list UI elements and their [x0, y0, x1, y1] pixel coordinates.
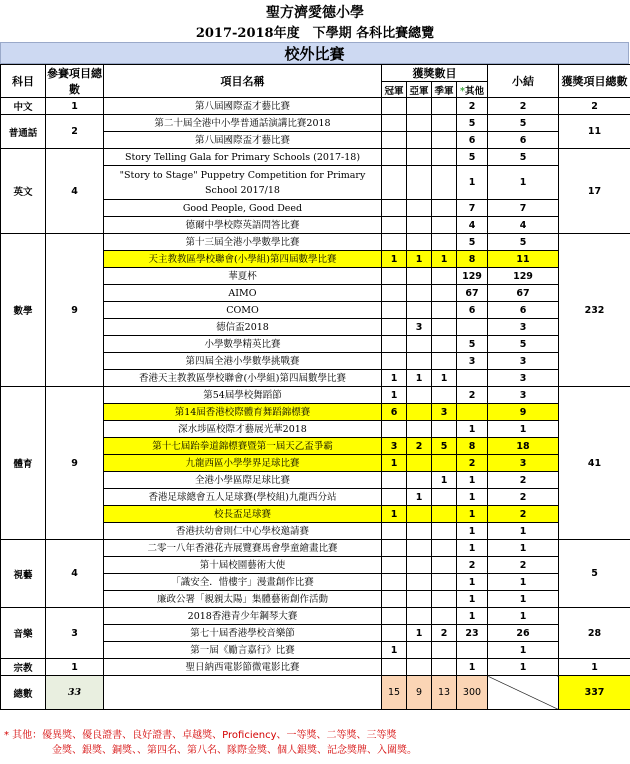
totals-champion: 15: [382, 676, 407, 710]
second-runner-cell: [432, 387, 457, 404]
subtotal-cell: 3: [488, 319, 559, 336]
col-second-runner: 季軍: [432, 82, 457, 98]
other-cell: 2: [457, 455, 488, 472]
entries-cell: 9: [46, 387, 104, 540]
school-title: 聖方濟愛德小學: [266, 5, 364, 21]
subtotal-cell: 5: [488, 336, 559, 353]
subtotal-cell: 9: [488, 404, 559, 421]
item-name-cell: "Story to Stage" Puppetry Competition for Primary School 2017/18: [104, 166, 382, 200]
totals-row: [1, 676, 630, 710]
first-runner-cell: [407, 132, 432, 149]
first-runner-cell: [407, 557, 432, 574]
first-runner-cell: 2: [407, 438, 432, 455]
item-name-cell: 2018香港青少年鋼琴大賽: [104, 608, 382, 625]
first-runner-cell: [407, 217, 432, 234]
award-total-cell: 11: [559, 115, 630, 149]
other-cell: 5: [457, 115, 488, 132]
item-name-cell: 廉政公署「親親太陽」集體藝術創作活動: [104, 591, 382, 608]
table-body: [1, 98, 630, 676]
other-cell: 4: [457, 217, 488, 234]
first-runner-cell: [407, 353, 432, 370]
term-title: 2017-2018年度 下學期 各科比賽總覽: [195, 26, 435, 41]
first-runner-cell: [407, 574, 432, 591]
second-runner-cell: [432, 115, 457, 132]
item-name-cell: COMO: [104, 302, 382, 319]
footnote-line2: 金獎、銀獎、銅獎、、第四名、第八名、隊際金獎、個人銀獎、記念獎牌、入圍獎。: [52, 745, 417, 756]
col-subject: 科目: [1, 65, 46, 98]
champion-cell: 6: [382, 404, 407, 421]
col-champion: 冠軍: [382, 82, 407, 98]
award-total-cell: 232: [559, 234, 630, 387]
item-name-cell: 香港扶幼會則仁中心學校邀請賽: [104, 523, 382, 540]
totals-award-total: 337: [559, 676, 630, 710]
item-name-cell: AIMO: [104, 285, 382, 302]
other-cell: 1: [457, 659, 488, 676]
table-row: [1, 608, 630, 625]
item-name-cell: Story Telling Gala for Primary Schools (2017-18): [104, 149, 382, 166]
col-entries: 參賽項目總數: [46, 65, 104, 98]
subtotal-cell: 67: [488, 285, 559, 302]
first-runner-cell: [407, 540, 432, 557]
first-runner-cell: [407, 200, 432, 217]
totals-first-runner: 9: [407, 676, 432, 710]
other-cell: 1: [457, 591, 488, 608]
first-runner-cell: [407, 166, 432, 200]
table-row: [1, 659, 630, 676]
subtotal-cell: 11: [488, 251, 559, 268]
award-total-cell: 2: [559, 98, 630, 115]
other-cell: [457, 642, 488, 659]
other-cell: 6: [457, 302, 488, 319]
totals-label: 總數: [1, 676, 46, 710]
first-runner-cell: [407, 285, 432, 302]
first-runner-cell: [407, 115, 432, 132]
item-name-cell: 第十屆校園藝術大使: [104, 557, 382, 574]
footnote-line1: * 其他：優異獎、優良證書、良好證書、卓越獎、Proficiency、一等獎、二等獎、三等獎: [4, 730, 397, 741]
champion-cell: [382, 557, 407, 574]
first-runner-cell: [407, 608, 432, 625]
first-runner-cell: [407, 659, 432, 676]
second-runner-cell: [432, 489, 457, 506]
award-total-cell: 5: [559, 540, 630, 608]
second-runner-cell: [432, 421, 457, 438]
table-row: [1, 149, 630, 166]
champion-cell: [382, 336, 407, 353]
subtotal-cell: 3: [488, 370, 559, 387]
item-name-cell: 二零一八年香港花卉展覽賽馬會學童繪畫比賽: [104, 540, 382, 557]
other-cell: 1: [457, 608, 488, 625]
first-runner-cell: 1: [407, 251, 432, 268]
champion-cell: [382, 234, 407, 251]
item-name-cell: 聖日納西電影節微電影比賽: [104, 659, 382, 676]
other-cell: 2: [457, 98, 488, 115]
second-runner-cell: [432, 234, 457, 251]
subtotal-cell: 129: [488, 268, 559, 285]
first-runner-cell: [407, 642, 432, 659]
totals-subtotal-diagonal: [488, 676, 559, 710]
subtotal-cell: 26: [488, 625, 559, 642]
champion-cell: [382, 523, 407, 540]
entries-cell: 4: [46, 540, 104, 608]
champion-cell: [382, 574, 407, 591]
table-row: [1, 98, 630, 115]
second-runner-cell: [432, 353, 457, 370]
subject-cell: 宗教: [1, 659, 46, 676]
subtotal-cell: 2: [488, 557, 559, 574]
totals-blank: [104, 676, 382, 710]
champion-cell: [382, 472, 407, 489]
second-runner-cell: 5: [432, 438, 457, 455]
second-runner-cell: [432, 557, 457, 574]
item-name-cell: 第14屆香港校際體育舞蹈錦標賽: [104, 404, 382, 421]
col-item: 項目名稱: [104, 65, 382, 98]
champion-cell: 1: [382, 506, 407, 523]
first-runner-cell: [407, 404, 432, 421]
entries-cell: 9: [46, 234, 104, 387]
first-runner-cell: [407, 455, 432, 472]
entries-cell: 2: [46, 115, 104, 149]
subtotal-cell: 1: [488, 574, 559, 591]
champion-cell: [382, 200, 407, 217]
col-awards-group: 獲獎數目: [382, 65, 488, 82]
totals-entries: 33: [46, 676, 104, 710]
other-cell: 5: [457, 234, 488, 251]
champion-cell: [382, 149, 407, 166]
second-runner-cell: 1: [432, 251, 457, 268]
item-name-cell: 全港小學區際足球比賽: [104, 472, 382, 489]
first-runner-cell: [407, 234, 432, 251]
item-name-cell: 香港天主教教區學校聯會(小學組)第四屆數學比賽: [104, 370, 382, 387]
second-runner-cell: [432, 149, 457, 166]
subtotal-cell: 3: [488, 353, 559, 370]
champion-cell: 1: [382, 251, 407, 268]
second-runner-cell: 1: [432, 472, 457, 489]
second-runner-cell: 2: [432, 625, 457, 642]
col-subtotal: 小結: [488, 65, 559, 98]
item-name-cell: 德爾中學校際英語問答比賽: [104, 217, 382, 234]
other-cell: 2: [457, 387, 488, 404]
other-cell: [457, 370, 488, 387]
subtotal-cell: 1: [488, 523, 559, 540]
subtotal-cell: 2: [488, 489, 559, 506]
other-cell: 2: [457, 557, 488, 574]
subtotal-cell: 5: [488, 149, 559, 166]
item-name-cell: 九龍西區小學學界足球比賽: [104, 455, 382, 472]
subtotal-cell: 1: [488, 421, 559, 438]
item-name-cell: 校長盃足球賽: [104, 506, 382, 523]
section-title: 校外比賽: [0, 42, 629, 64]
champion-cell: [382, 608, 407, 625]
item-name-cell: 第十七屆跆拳道錦標賽暨第一屆天乙盃爭霸: [104, 438, 382, 455]
other-cell: 1: [457, 523, 488, 540]
second-runner-cell: [432, 302, 457, 319]
subtotal-cell: 2: [488, 98, 559, 115]
subtotal-cell: 1: [488, 540, 559, 557]
item-name-cell: 第七十屆香港學校音樂節: [104, 625, 382, 642]
champion-cell: [382, 166, 407, 200]
subtotal-cell: 7: [488, 200, 559, 217]
first-runner-cell: [407, 591, 432, 608]
item-name-cell: 第一屆《勵言嘉行》比賽: [104, 642, 382, 659]
other-cell: 7: [457, 200, 488, 217]
footnote: [4, 728, 624, 758]
second-runner-cell: [432, 642, 457, 659]
subtotal-cell: 6: [488, 302, 559, 319]
second-runner-cell: [432, 540, 457, 557]
other-cell: 8: [457, 438, 488, 455]
item-name-cell: 天主教教區學校聯會(小學組)第四屆數學比賽: [104, 251, 382, 268]
second-runner-cell: [432, 659, 457, 676]
first-runner-cell: [407, 523, 432, 540]
first-runner-cell: [407, 472, 432, 489]
award-total-cell: 1: [559, 659, 630, 676]
subject-cell: 體育: [1, 387, 46, 540]
champion-cell: [382, 319, 407, 336]
champion-cell: 3: [382, 438, 407, 455]
item-name-cell: 小學數學精英比賽: [104, 336, 382, 353]
table-row: [1, 387, 630, 404]
col-first-runner: 亞軍: [407, 82, 432, 98]
first-runner-cell: [407, 421, 432, 438]
other-cell: 1: [457, 489, 488, 506]
other-cell: 1: [457, 421, 488, 438]
item-name-cell: 深水埗區校際才藝展光華2018: [104, 421, 382, 438]
item-name-cell: 第八屆國際盃才藝比賽: [104, 98, 382, 115]
other-cell: 8: [457, 251, 488, 268]
table-row: [1, 115, 630, 132]
champion-cell: [382, 489, 407, 506]
col-other-label: 其他: [464, 85, 484, 97]
second-runner-cell: [432, 574, 457, 591]
item-name-cell: Good People, Good Deed: [104, 200, 382, 217]
other-cell: 5: [457, 336, 488, 353]
subtotal-cell: 3: [488, 387, 559, 404]
table-row: [1, 540, 630, 557]
second-runner-cell: [432, 608, 457, 625]
first-runner-cell: [407, 268, 432, 285]
subtotal-cell: 1: [488, 166, 559, 200]
item-name-cell: 「識安全．惜樓宇」漫畫創作比賽: [104, 574, 382, 591]
second-runner-cell: [432, 98, 457, 115]
subject-cell: 中文: [1, 98, 46, 115]
champion-cell: 1: [382, 370, 407, 387]
subtotal-cell: 1: [488, 591, 559, 608]
col-award-total: 獲獎項目總數: [559, 65, 630, 98]
first-runner-cell: 3: [407, 319, 432, 336]
champion-cell: [382, 132, 407, 149]
champion-cell: 1: [382, 642, 407, 659]
second-runner-cell: [432, 217, 457, 234]
other-cell: [457, 319, 488, 336]
champion-cell: [382, 115, 407, 132]
champion-cell: [382, 421, 407, 438]
subtotal-cell: 2: [488, 506, 559, 523]
subject-cell: 英文: [1, 149, 46, 234]
second-runner-cell: 1: [432, 370, 457, 387]
item-name-cell: 德信盃2018: [104, 319, 382, 336]
entries-cell: 4: [46, 149, 104, 234]
champion-cell: [382, 98, 407, 115]
table-row: [1, 234, 630, 251]
champion-cell: 1: [382, 387, 407, 404]
second-runner-cell: 3: [432, 404, 457, 421]
second-runner-cell: [432, 132, 457, 149]
award-total-cell: 17: [559, 149, 630, 234]
champion-cell: [382, 591, 407, 608]
second-runner-cell: [432, 455, 457, 472]
subtotal-cell: 2: [488, 472, 559, 489]
first-runner-cell: [407, 336, 432, 353]
other-cell: 5: [457, 149, 488, 166]
subject-cell: 數學: [1, 234, 46, 387]
item-name-cell: 香港足球總會五人足球賽(學校組)九龍西分站: [104, 489, 382, 506]
champion-cell: [382, 285, 407, 302]
subtotal-cell: 1: [488, 659, 559, 676]
other-cell: 1: [457, 506, 488, 523]
second-runner-cell: [432, 200, 457, 217]
champion-cell: [382, 302, 407, 319]
other-cell: 6: [457, 132, 488, 149]
champion-cell: [382, 217, 407, 234]
first-runner-cell: 1: [407, 625, 432, 642]
first-runner-cell: [407, 98, 432, 115]
subject-cell: 視藝: [1, 540, 46, 608]
subtotal-cell: 6: [488, 132, 559, 149]
champion-cell: [382, 659, 407, 676]
first-runner-cell: [407, 506, 432, 523]
other-cell: 129: [457, 268, 488, 285]
subject-cell: 普通話: [1, 115, 46, 149]
subtotal-cell: 4: [488, 217, 559, 234]
item-name-cell: 第54屆學校舞蹈節: [104, 387, 382, 404]
other-cell: 1: [457, 472, 488, 489]
item-name-cell: 第二十屆全港中小學普通話演講比賽2018: [104, 115, 382, 132]
second-runner-cell: [432, 523, 457, 540]
competition-table: [0, 64, 630, 710]
other-cell: 67: [457, 285, 488, 302]
second-runner-cell: [432, 336, 457, 353]
subtotal-cell: 18: [488, 438, 559, 455]
first-runner-cell: [407, 387, 432, 404]
other-cell: 3: [457, 353, 488, 370]
subtotal-cell: 5: [488, 234, 559, 251]
first-runner-cell: 1: [407, 370, 432, 387]
champion-cell: [382, 353, 407, 370]
first-runner-cell: [407, 302, 432, 319]
champion-cell: 1: [382, 455, 407, 472]
other-cell: [457, 404, 488, 421]
other-star: *: [460, 85, 465, 97]
entries-cell: 3: [46, 608, 104, 659]
award-total-cell: 28: [559, 608, 630, 659]
second-runner-cell: [432, 591, 457, 608]
second-runner-cell: [432, 506, 457, 523]
first-runner-cell: [407, 149, 432, 166]
subtotal-cell: 1: [488, 642, 559, 659]
subtotal-cell: 3: [488, 455, 559, 472]
first-runner-cell: 1: [407, 489, 432, 506]
award-total-cell: 41: [559, 387, 630, 540]
second-runner-cell: [432, 319, 457, 336]
subtotal-cell: 1: [488, 608, 559, 625]
second-runner-cell: [432, 166, 457, 200]
item-name-cell: 華夏杯: [104, 268, 382, 285]
other-cell: 1: [457, 166, 488, 200]
col-other: [457, 82, 488, 98]
item-name-cell: 第十三屆全港小學數學比賽: [104, 234, 382, 251]
other-cell: 23: [457, 625, 488, 642]
other-cell: 1: [457, 540, 488, 557]
totals-second-runner: 13: [432, 676, 457, 710]
item-name-cell: 第八屆國際盃才藝比賽: [104, 132, 382, 149]
entries-cell: 1: [46, 659, 104, 676]
totals-other: 300: [457, 676, 488, 710]
champion-cell: [382, 540, 407, 557]
subject-cell: 音樂: [1, 608, 46, 659]
subtotal-cell: 5: [488, 115, 559, 132]
second-runner-cell: [432, 268, 457, 285]
champion-cell: [382, 268, 407, 285]
entries-cell: 1: [46, 98, 104, 115]
item-name-cell: 第四屆全港小學數學挑戰賽: [104, 353, 382, 370]
other-cell: 1: [457, 574, 488, 591]
champion-cell: [382, 625, 407, 642]
second-runner-cell: [432, 285, 457, 302]
